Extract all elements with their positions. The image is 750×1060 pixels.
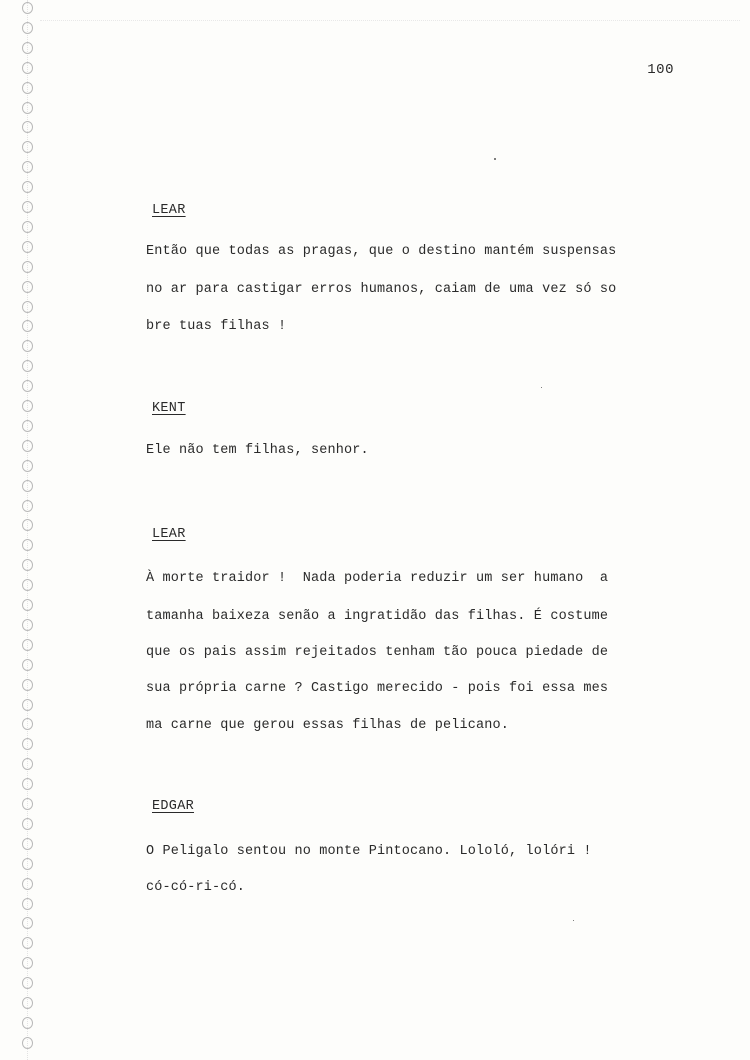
feed-hole	[22, 281, 33, 293]
dialogue-line: Então que todas as pragas, que o destino mantém suspensas	[146, 244, 617, 259]
feed-hole	[22, 898, 33, 910]
feed-hole	[22, 82, 33, 94]
feed-hole	[22, 181, 33, 193]
feed-hole	[22, 121, 33, 133]
speaker-edgar: EDGAR	[152, 799, 195, 814]
scan-speck	[573, 920, 574, 921]
feed-hole	[22, 42, 33, 54]
feed-hole	[22, 937, 33, 949]
feed-hole	[22, 917, 33, 929]
scan-speck	[494, 158, 496, 160]
feed-hole	[22, 320, 33, 332]
feed-hole	[22, 141, 33, 153]
feed-hole	[22, 818, 33, 830]
feed-hole	[22, 878, 33, 890]
feed-hole	[22, 519, 33, 531]
top-perforation	[40, 20, 740, 21]
feed-hole	[22, 758, 33, 770]
speaker-kent: KENT	[152, 401, 186, 416]
feed-hole	[22, 360, 33, 372]
feed-hole	[22, 62, 33, 74]
page-number: 100	[647, 62, 674, 78]
feed-hole	[22, 221, 33, 233]
feed-hole	[22, 738, 33, 750]
feed-hole	[22, 699, 33, 711]
feed-hole	[22, 957, 33, 969]
feed-hole	[22, 858, 33, 870]
feed-hole	[22, 1017, 33, 1029]
feed-hole	[22, 718, 33, 730]
feed-hole	[22, 2, 33, 14]
speaker-lear-1: LEAR	[152, 203, 186, 218]
feed-hole	[22, 659, 33, 671]
dialogue-line: que os pais assim rejeitados tenham tão pouca piedade de	[146, 645, 609, 660]
feed-hole	[22, 997, 33, 1009]
feed-hole	[22, 380, 33, 392]
dialogue-line: sua própria carne ? Castigo merecido - pois foi essa mes	[146, 681, 609, 696]
feed-hole	[22, 798, 33, 810]
feed-hole	[22, 500, 33, 512]
feed-hole	[22, 1037, 33, 1049]
dialogue-line: ma carne que gerou essas filhas de pelicano.	[146, 718, 510, 733]
dialogue-line: tamanha baixeza senão a ingratidão das filhas. É costume	[146, 609, 609, 624]
feed-hole	[22, 559, 33, 571]
feed-hole	[22, 977, 33, 989]
dialogue-line: À morte traidor ! Nada poderia reduzir um ser humano a	[146, 571, 609, 586]
feed-hole	[22, 22, 33, 34]
feed-hole	[22, 340, 33, 352]
dialogue-line: có-có-ri-có.	[146, 880, 246, 895]
feed-hole	[22, 241, 33, 253]
feed-hole	[22, 301, 33, 313]
feed-hole	[22, 579, 33, 591]
feed-hole	[22, 778, 33, 790]
dialogue-line: no ar para castigar erros humanos, caiam de uma vez só so	[146, 282, 617, 297]
feed-hole	[22, 599, 33, 611]
feed-hole	[22, 460, 33, 472]
feed-hole	[22, 480, 33, 492]
tractor-feed-holes	[22, 0, 36, 1060]
feed-hole	[22, 619, 33, 631]
dialogue-line: bre tuas filhas !	[146, 319, 287, 334]
feed-hole	[22, 102, 33, 114]
feed-hole	[22, 261, 33, 273]
feed-hole	[22, 440, 33, 452]
dialogue-line: O Peligalo sentou no monte Pintocano. Lololó, lolóri !	[146, 844, 592, 859]
feed-hole	[22, 201, 33, 213]
feed-hole	[22, 420, 33, 432]
feed-hole	[22, 161, 33, 173]
feed-hole	[22, 679, 33, 691]
feed-hole	[22, 400, 33, 412]
dialogue-line: Ele não tem filhas, senhor.	[146, 443, 369, 458]
feed-hole	[22, 639, 33, 651]
speaker-lear-2: LEAR	[152, 527, 186, 542]
feed-hole	[22, 838, 33, 850]
feed-hole	[22, 539, 33, 551]
scan-speck	[541, 387, 542, 388]
